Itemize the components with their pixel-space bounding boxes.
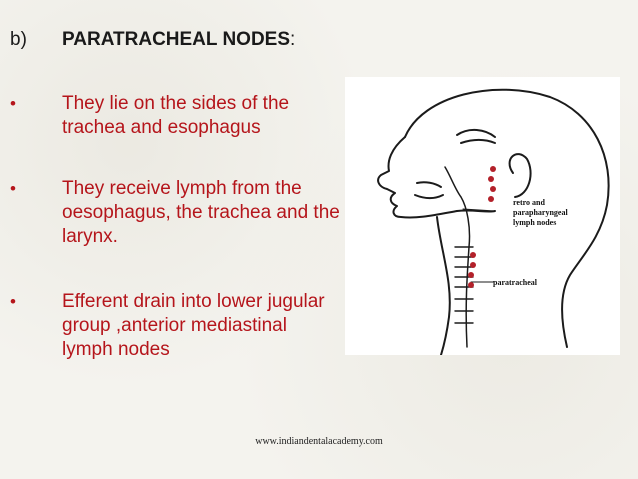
mouth [415,182,443,198]
retro-label-line3: lymph nodes [513,218,557,227]
head-neck-illustration [345,77,620,355]
head-neck-diagram [345,77,620,355]
retro-lymph-node [490,166,496,172]
retro-label-line2: parapharyngeal [513,208,568,217]
retro-lymph-node [488,196,494,202]
retro-lymph-node [490,186,496,192]
paratracheal-lymph-node [468,272,474,278]
paratracheal-label: paratracheal [493,278,537,287]
bullet-text: They receive lymph from the oesophagus, the trachea and the larynx. [62,178,340,247]
eye [457,130,495,143]
paratracheal-lymph-node [470,262,476,268]
bullet-text: Efferent drain into lower jugular group ,anterior mediastinal lymph nodes [62,291,325,360]
bullet-icon: • [10,179,16,198]
ear [510,154,531,197]
bullet-item [10,92,342,140]
heading-title: PARATRACHEAL NODES [62,29,291,50]
head-outline [405,90,609,347]
bullet-item [10,290,342,362]
bullet-icon: • [10,292,16,311]
neck-front [437,217,450,355]
face-profile [378,137,457,218]
retro-lymph-node [488,176,494,182]
retro-label-line1: retro and [513,198,545,207]
bullet-text: They lie on the sides of the trachea and esophagus [62,93,290,138]
footer-website: www.indiandentalacademy.com [255,436,383,447]
paratracheal-lymph-node [470,252,476,258]
slide-heading [10,29,295,51]
heading-colon: : [290,29,296,50]
paratracheal-lymph-node [468,282,474,288]
bullet-item [10,177,342,249]
heading-marker: b) [10,29,27,50]
bullet-icon: • [10,94,16,113]
